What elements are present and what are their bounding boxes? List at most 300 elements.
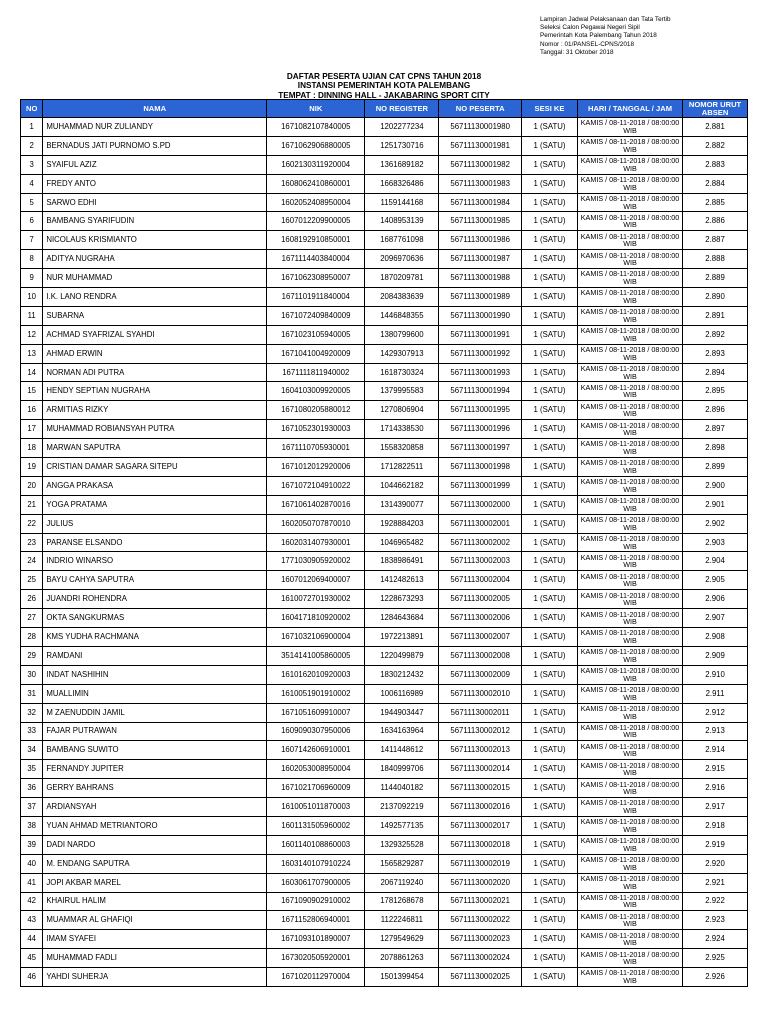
cell-jadwal: KAMIS / 08-11-2018 / 08:00:00 WIB [577, 703, 682, 722]
cell-no-register: 1668326486 [365, 174, 439, 193]
table-body [21, 118, 748, 987]
cell-no-peserta: 56711130002001 [439, 514, 522, 533]
cell-no: 29 [21, 646, 43, 665]
cell-sesi: 1 (SATU) [522, 288, 578, 307]
cell-absen: 2.913 [683, 722, 748, 741]
cell-no-peserta: 56711130002006 [439, 609, 522, 628]
cell-nama: JULIUS [43, 514, 267, 533]
cell-absen: 2.882 [683, 136, 748, 155]
cell-nik: 1671072409840009 [267, 306, 365, 325]
cell-jadwal: KAMIS / 08-11-2018 / 08:00:00 WIB [577, 136, 682, 155]
table-row [21, 665, 748, 684]
column-header-no-peserta: NO PESERTA [439, 100, 522, 118]
cell-nik: 1602052408950004 [267, 193, 365, 212]
document-title-block [20, 72, 748, 100]
cell-nik: 1602053008950004 [267, 760, 365, 779]
cell-no-register: 1870209781 [365, 269, 439, 288]
cell-nik: 1601131505960002 [267, 816, 365, 835]
cell-absen: 2.920 [683, 854, 748, 873]
attachment-line: Nomor : 01/PANSEL-CPNS/2018 [540, 40, 635, 48]
cell-sesi: 1 (SATU) [522, 949, 578, 968]
cell-sesi: 1 (SATU) [522, 306, 578, 325]
cell-no-peserta: 56711130002024 [439, 949, 522, 968]
cell-nama: SYAIFUL AZIZ [43, 155, 267, 174]
cell-no-register: 1446848355 [365, 306, 439, 325]
cell-jadwal: KAMIS / 08-11-2018 / 08:00:00 WIB [577, 514, 682, 533]
cell-jadwal: KAMIS / 08-11-2018 / 08:00:00 WIB [577, 892, 682, 911]
table-row [21, 646, 748, 665]
attachment-line: Seleksi Calon Pegawai Negeri Sipil [540, 24, 640, 32]
cell-no: 25 [21, 571, 43, 590]
cell-nama: KMS YUDHA RACHMANA [43, 628, 267, 647]
cell-no: 40 [21, 854, 43, 873]
cell-no: 23 [21, 533, 43, 552]
cell-no: 22 [21, 514, 43, 533]
cell-absen: 2.888 [683, 250, 748, 269]
table-row [21, 835, 748, 854]
cell-sesi: 1 (SATU) [522, 401, 578, 420]
cell-nik: 1671093101890007 [267, 930, 365, 949]
cell-no: 39 [21, 835, 43, 854]
cell-sesi: 1 (SATU) [522, 382, 578, 401]
cell-no: 10 [21, 288, 43, 307]
cell-nama: ARMITIAS RIZKY [43, 401, 267, 420]
cell-no: 36 [21, 779, 43, 798]
cell-nama: JOPI AKBAR MAREL [43, 873, 267, 892]
cell-nama: CRISTIAN DAMAR SAGARA SITEPU [43, 458, 267, 477]
cell-no: 43 [21, 911, 43, 930]
cell-nama: I.K. LANO RENDRA [43, 288, 267, 307]
attachment-line: Lampiran Jadwal Pelaksanaan dan Tata Tertib [540, 16, 671, 23]
cell-jadwal: KAMIS / 08-11-2018 / 08:00:00 WIB [577, 533, 682, 552]
cell-absen: 2.910 [683, 665, 748, 684]
cell-nama: NICOLAUS KRISMIANTO [43, 231, 267, 250]
cell-no-register: 1781268678 [365, 892, 439, 911]
table-row [21, 514, 748, 533]
table-row [21, 476, 748, 495]
cell-no-register: 1006116989 [365, 684, 439, 703]
cell-sesi: 1 (SATU) [522, 212, 578, 231]
cell-no: 46 [21, 968, 43, 987]
cell-absen: 2.919 [683, 835, 748, 854]
cell-no-peserta: 56711130001982 [439, 155, 522, 174]
cell-nik: 1771030905920002 [267, 552, 365, 571]
cell-sesi: 1 (SATU) [522, 571, 578, 590]
cell-jadwal: KAMIS / 08-11-2018 / 08:00:00 WIB [577, 382, 682, 401]
cell-nik: 1671041004920009 [267, 344, 365, 363]
cell-nama: MUHAMMAD FADLI [43, 949, 267, 968]
cell-jadwal: KAMIS / 08-11-2018 / 08:00:00 WIB [577, 684, 682, 703]
cell-no: 27 [21, 609, 43, 628]
cell-nik: 1604103009920005 [267, 382, 365, 401]
cell-absen: 2.907 [683, 609, 748, 628]
cell-jadwal: KAMIS / 08-11-2018 / 08:00:00 WIB [577, 911, 682, 930]
cell-sesi: 1 (SATU) [522, 854, 578, 873]
cell-jadwal: KAMIS / 08-11-2018 / 08:00:00 WIB [577, 231, 682, 250]
cell-sesi: 1 (SATU) [522, 439, 578, 458]
cell-no-peserta: 56711130002017 [439, 816, 522, 835]
cell-no-register: 1361689182 [365, 155, 439, 174]
cell-no-register: 1492577135 [365, 816, 439, 835]
table-row [21, 439, 748, 458]
cell-sesi: 1 (SATU) [522, 495, 578, 514]
table-row [21, 873, 748, 892]
cell-no-register: 1202277234 [365, 118, 439, 137]
cell-no-peserta: 56711130002021 [439, 892, 522, 911]
cell-absen: 2.912 [683, 703, 748, 722]
cell-nik: 1671062906880005 [267, 136, 365, 155]
cell-absen: 2.914 [683, 741, 748, 760]
cell-nik: 1610072701930002 [267, 590, 365, 609]
cell-jadwal: KAMIS / 08-11-2018 / 08:00:00 WIB [577, 174, 682, 193]
cell-no-register: 2067119240 [365, 873, 439, 892]
table-row [21, 420, 748, 439]
cell-no-register: 1251730716 [365, 136, 439, 155]
cell-jadwal: KAMIS / 08-11-2018 / 08:00:00 WIB [577, 439, 682, 458]
cell-nik: 1607012209900005 [267, 212, 365, 231]
cell-no-peserta: 56711130002019 [439, 854, 522, 873]
document-title: DAFTAR PESERTA UJIAN CAT CPNS TAHUN 2018 [286, 72, 482, 81]
cell-no: 24 [21, 552, 43, 571]
cell-absen: 2.901 [683, 495, 748, 514]
cell-sesi: 1 (SATU) [522, 911, 578, 930]
cell-sesi: 1 (SATU) [522, 325, 578, 344]
cell-jadwal: KAMIS / 08-11-2018 / 08:00:00 WIB [577, 835, 682, 854]
cell-no: 38 [21, 816, 43, 835]
cell-nama: MUHAMMAD NUR ZULIANDY [43, 118, 267, 137]
cell-jadwal: KAMIS / 08-11-2018 / 08:00:00 WIB [577, 495, 682, 514]
cell-no-register: 1712822511 [365, 458, 439, 477]
cell-no-peserta: 56711130002012 [439, 722, 522, 741]
cell-nama: IMAM SYAFEI [43, 930, 267, 949]
cell-no-register: 1144040182 [365, 779, 439, 798]
table-row [21, 760, 748, 779]
cell-nama: MARWAN SAPUTRA [43, 439, 267, 458]
cell-no: 16 [21, 401, 43, 420]
cell-no: 4 [21, 174, 43, 193]
cell-nama: DADI NARDO [43, 835, 267, 854]
attachment-line: Tanggal: 31 Oktober 2018 [540, 48, 614, 56]
cell-jadwal: KAMIS / 08-11-2018 / 08:00:00 WIB [577, 816, 682, 835]
cell-nik: 1671021706960009 [267, 779, 365, 798]
cell-absen: 2.899 [683, 458, 748, 477]
cell-absen: 2.904 [683, 552, 748, 571]
cell-no: 31 [21, 684, 43, 703]
cell-no-register: 1501399454 [365, 968, 439, 987]
cell-jadwal: KAMIS / 08-11-2018 / 08:00:00 WIB [577, 250, 682, 269]
cell-nik: 1610162010920003 [267, 665, 365, 684]
cell-sesi: 1 (SATU) [522, 968, 578, 987]
cell-no-peserta: 56711130001984 [439, 193, 522, 212]
cell-absen: 2.893 [683, 344, 748, 363]
cell-jadwal: KAMIS / 08-11-2018 / 08:00:00 WIB [577, 628, 682, 647]
cell-no-register: 1279549629 [365, 930, 439, 949]
cell-jadwal: KAMIS / 08-11-2018 / 08:00:00 WIB [577, 401, 682, 420]
cell-nik: 1610051011870003 [267, 798, 365, 817]
cell-no: 14 [21, 363, 43, 382]
cell-sesi: 1 (SATU) [522, 363, 578, 382]
cell-nik: 1671023105940005 [267, 325, 365, 344]
cell-sesi: 1 (SATU) [522, 684, 578, 703]
cell-no-peserta: 56711130002022 [439, 911, 522, 930]
cell-absen: 2.894 [683, 363, 748, 382]
cell-jadwal: KAMIS / 08-11-2018 / 08:00:00 WIB [577, 665, 682, 684]
cell-sesi: 1 (SATU) [522, 798, 578, 817]
document-venue: TEMPAT : DINNING HALL - JAKABARING SPORT CITY [278, 90, 490, 100]
cell-no-register: 1228673293 [365, 590, 439, 609]
cell-no: 34 [21, 741, 43, 760]
cell-no: 19 [21, 458, 43, 477]
cell-no-register: 2096970636 [365, 250, 439, 269]
cell-absen: 2.900 [683, 476, 748, 495]
cell-nama: INDRIO WINARSO [43, 552, 267, 571]
cell-no-peserta: 56711130001991 [439, 325, 522, 344]
cell-no-register: 1046965482 [365, 533, 439, 552]
cell-absen: 2.891 [683, 306, 748, 325]
cell-jadwal: KAMIS / 08-11-2018 / 08:00:00 WIB [577, 363, 682, 382]
attachment-line: Pemerintah Kota Palembang Tahun 2018 [540, 32, 657, 40]
cell-nik: 1602130311920004 [267, 155, 365, 174]
cell-jadwal: KAMIS / 08-11-2018 / 08:00:00 WIB [577, 930, 682, 949]
cell-sesi: 1 (SATU) [522, 420, 578, 439]
cell-no: 45 [21, 949, 43, 968]
cell-no: 8 [21, 250, 43, 269]
cell-no-register: 1928884203 [365, 514, 439, 533]
table-row [21, 590, 748, 609]
cell-no-peserta: 56711130001992 [439, 344, 522, 363]
cell-no: 6 [21, 212, 43, 231]
table-row [21, 968, 748, 987]
cell-jadwal: KAMIS / 08-11-2018 / 08:00:00 WIB [577, 458, 682, 477]
cell-no-peserta: 56711130001987 [439, 250, 522, 269]
cell-nama: MUALLIMIN [43, 684, 267, 703]
cell-no: 3 [21, 155, 43, 174]
table-row [21, 628, 748, 647]
cell-nama: BAMBANG SYARIFUDIN [43, 212, 267, 231]
cell-sesi: 1 (SATU) [522, 136, 578, 155]
cell-no-peserta: 56711130001990 [439, 306, 522, 325]
cell-sesi: 1 (SATU) [522, 722, 578, 741]
cell-sesi: 1 (SATU) [522, 779, 578, 798]
cell-nama: KHAIRUL HALIM [43, 892, 267, 911]
cell-nik: 1607142606910001 [267, 741, 365, 760]
cell-no-register: 1159144168 [365, 193, 439, 212]
table-row [21, 155, 748, 174]
cell-jadwal: KAMIS / 08-11-2018 / 08:00:00 WIB [577, 798, 682, 817]
cell-absen: 2.892 [683, 325, 748, 344]
cell-nik: 1609090307950006 [267, 722, 365, 741]
cell-nik: 1673020505920001 [267, 949, 365, 968]
cell-nik: 1603140107910224 [267, 854, 365, 873]
table-row [21, 854, 748, 873]
cell-absen: 2.909 [683, 646, 748, 665]
cell-absen: 2.925 [683, 949, 748, 968]
table-row [21, 193, 748, 212]
cell-sesi: 1 (SATU) [522, 703, 578, 722]
cell-no: 17 [21, 420, 43, 439]
cell-nama: M. ENDANG SAPUTRA [43, 854, 267, 873]
cell-jadwal: KAMIS / 08-11-2018 / 08:00:00 WIB [577, 968, 682, 987]
cell-jadwal: KAMIS / 08-11-2018 / 08:00:00 WIB [577, 760, 682, 779]
table-row [21, 703, 748, 722]
cell-no-register: 1379995583 [365, 382, 439, 401]
cell-jadwal: KAMIS / 08-11-2018 / 08:00:00 WIB [577, 854, 682, 873]
cell-sesi: 1 (SATU) [522, 344, 578, 363]
cell-jadwal: KAMIS / 08-11-2018 / 08:00:00 WIB [577, 779, 682, 798]
cell-nama: HENDY SEPTIAN NUGRAHA [43, 382, 267, 401]
cell-no-peserta: 56711130002015 [439, 779, 522, 798]
cell-jadwal: KAMIS / 08-11-2018 / 08:00:00 WIB [577, 269, 682, 288]
cell-sesi: 1 (SATU) [522, 193, 578, 212]
cell-nama: GERRY BAHRANS [43, 779, 267, 798]
cell-no: 35 [21, 760, 43, 779]
table-row [21, 288, 748, 307]
cell-nik: 1671061402870016 [267, 495, 365, 514]
table-row [21, 930, 748, 949]
cell-sesi: 1 (SATU) [522, 250, 578, 269]
cell-nama: YOGA PRATAMA [43, 495, 267, 514]
cell-absen: 2.890 [683, 288, 748, 307]
cell-absen: 2.886 [683, 212, 748, 231]
cell-jadwal: KAMIS / 08-11-2018 / 08:00:00 WIB [577, 306, 682, 325]
cell-nama: NORMAN ADI PUTRA [43, 363, 267, 382]
cell-no-peserta: 56711130001986 [439, 231, 522, 250]
cell-no-peserta: 56711130002018 [439, 835, 522, 854]
cell-no-register: 1329325528 [365, 835, 439, 854]
cell-nama: YAHDI SUHERJA [43, 968, 267, 987]
cell-nama: ANGGA PRAKASA [43, 476, 267, 495]
cell-no-register: 2078861263 [365, 949, 439, 968]
table-row [21, 174, 748, 193]
cell-nik: 1671101911840004 [267, 288, 365, 307]
cell-nama: AHMAD ERWIN [43, 344, 267, 363]
cell-nik: 1608192910850001 [267, 231, 365, 250]
cell-absen: 2.924 [683, 930, 748, 949]
cell-sesi: 1 (SATU) [522, 628, 578, 647]
cell-nama: SUBARNA [43, 306, 267, 325]
cell-absen: 2.889 [683, 269, 748, 288]
cell-no-peserta: 56711130002023 [439, 930, 522, 949]
cell-nama: SARWO EDHI [43, 193, 267, 212]
cell-no: 1 [21, 118, 43, 137]
cell-no-register: 1634163964 [365, 722, 439, 741]
cell-no-register: 1411448612 [365, 741, 439, 760]
cell-nama: ADITYA NUGRAHA [43, 250, 267, 269]
cell-nama: ARDIANSYAH [43, 798, 267, 817]
cell-nik: 1601140108860003 [267, 835, 365, 854]
column-header-sesi: SESI KE [522, 100, 578, 118]
cell-nik: 1671072104910022 [267, 476, 365, 495]
cell-nik: 1610051901910002 [267, 684, 365, 703]
cell-absen: 2.916 [683, 779, 748, 798]
cell-sesi: 1 (SATU) [522, 231, 578, 250]
cell-jadwal: KAMIS / 08-11-2018 / 08:00:00 WIB [577, 420, 682, 439]
cell-no-peserta: 56711130001997 [439, 439, 522, 458]
cell-nik: 1671080205880012 [267, 401, 365, 420]
cell-absen: 2.915 [683, 760, 748, 779]
cell-no-peserta: 56711130001980 [439, 118, 522, 137]
table-row [21, 911, 748, 930]
table-row [21, 325, 748, 344]
cell-nik: 1671012012920006 [267, 458, 365, 477]
cell-no: 37 [21, 798, 43, 817]
cell-no-register: 2137092219 [365, 798, 439, 817]
cell-absen: 2.917 [683, 798, 748, 817]
cell-no-peserta: 56711130002014 [439, 760, 522, 779]
cell-jadwal: KAMIS / 08-11-2018 / 08:00:00 WIB [577, 873, 682, 892]
cell-absen: 2.905 [683, 571, 748, 590]
cell-sesi: 1 (SATU) [522, 930, 578, 949]
cell-no-peserta: 56711130001983 [439, 174, 522, 193]
cell-no: 28 [21, 628, 43, 647]
cell-sesi: 1 (SATU) [522, 665, 578, 684]
cell-nik: 1671111811940002 [267, 363, 365, 382]
cell-jadwal: KAMIS / 08-11-2018 / 08:00:00 WIB [577, 571, 682, 590]
cell-no-register: 1838986491 [365, 552, 439, 571]
cell-nik: 1671114403840004 [267, 250, 365, 269]
cell-jadwal: KAMIS / 08-11-2018 / 08:00:00 WIB [577, 155, 682, 174]
cell-no-register: 1830212432 [365, 665, 439, 684]
table-row [21, 250, 748, 269]
cell-jadwal: KAMIS / 08-11-2018 / 08:00:00 WIB [577, 646, 682, 665]
cell-no-register: 1270806904 [365, 401, 439, 420]
cell-jadwal: KAMIS / 08-11-2018 / 08:00:00 WIB [577, 476, 682, 495]
cell-no-register: 1558320858 [365, 439, 439, 458]
cell-no-register: 1220499879 [365, 646, 439, 665]
table-row [21, 269, 748, 288]
cell-nama: ACHMAD SYAFRIZAL SYAHDI [43, 325, 267, 344]
cell-no: 20 [21, 476, 43, 495]
cell-no: 9 [21, 269, 43, 288]
table-row [21, 212, 748, 231]
cell-absen: 2.883 [683, 155, 748, 174]
table-row [21, 722, 748, 741]
cell-jadwal: KAMIS / 08-11-2018 / 08:00:00 WIB [577, 741, 682, 760]
cell-absen: 2.885 [683, 193, 748, 212]
cell-no: 41 [21, 873, 43, 892]
cell-absen: 2.896 [683, 401, 748, 420]
table-row [21, 798, 748, 817]
cell-no-peserta: 56711130002005 [439, 590, 522, 609]
cell-no-register: 1408953139 [365, 212, 439, 231]
cell-no-peserta: 56711130001994 [439, 382, 522, 401]
cell-jadwal: KAMIS / 08-11-2018 / 08:00:00 WIB [577, 590, 682, 609]
cell-sesi: 1 (SATU) [522, 646, 578, 665]
cell-nik: 1608062410860001 [267, 174, 365, 193]
cell-absen: 2.881 [683, 118, 748, 137]
table-row [21, 533, 748, 552]
cell-absen: 2.908 [683, 628, 748, 647]
cell-jadwal: KAMIS / 08-11-2018 / 08:00:00 WIB [577, 193, 682, 212]
cell-jadwal: KAMIS / 08-11-2018 / 08:00:00 WIB [577, 552, 682, 571]
cell-sesi: 1 (SATU) [522, 741, 578, 760]
cell-absen: 2.887 [683, 231, 748, 250]
cell-nama: INDAT NASHIHIN [43, 665, 267, 684]
cell-sesi: 1 (SATU) [522, 816, 578, 835]
cell-nik: 1671082107840005 [267, 118, 365, 137]
cell-no: 13 [21, 344, 43, 363]
cell-no-peserta: 56711130001998 [439, 458, 522, 477]
cell-absen: 2.911 [683, 684, 748, 703]
cell-no: 7 [21, 231, 43, 250]
cell-no: 42 [21, 892, 43, 911]
cell-nama: BERNADUS JATI PURNOMO S.PD [43, 136, 267, 155]
cell-no-register: 1687761098 [365, 231, 439, 250]
cell-no-peserta: 56711130002004 [439, 571, 522, 590]
column-header-no: NO [21, 100, 43, 118]
cell-nik: 1602031407930001 [267, 533, 365, 552]
table-row [21, 136, 748, 155]
